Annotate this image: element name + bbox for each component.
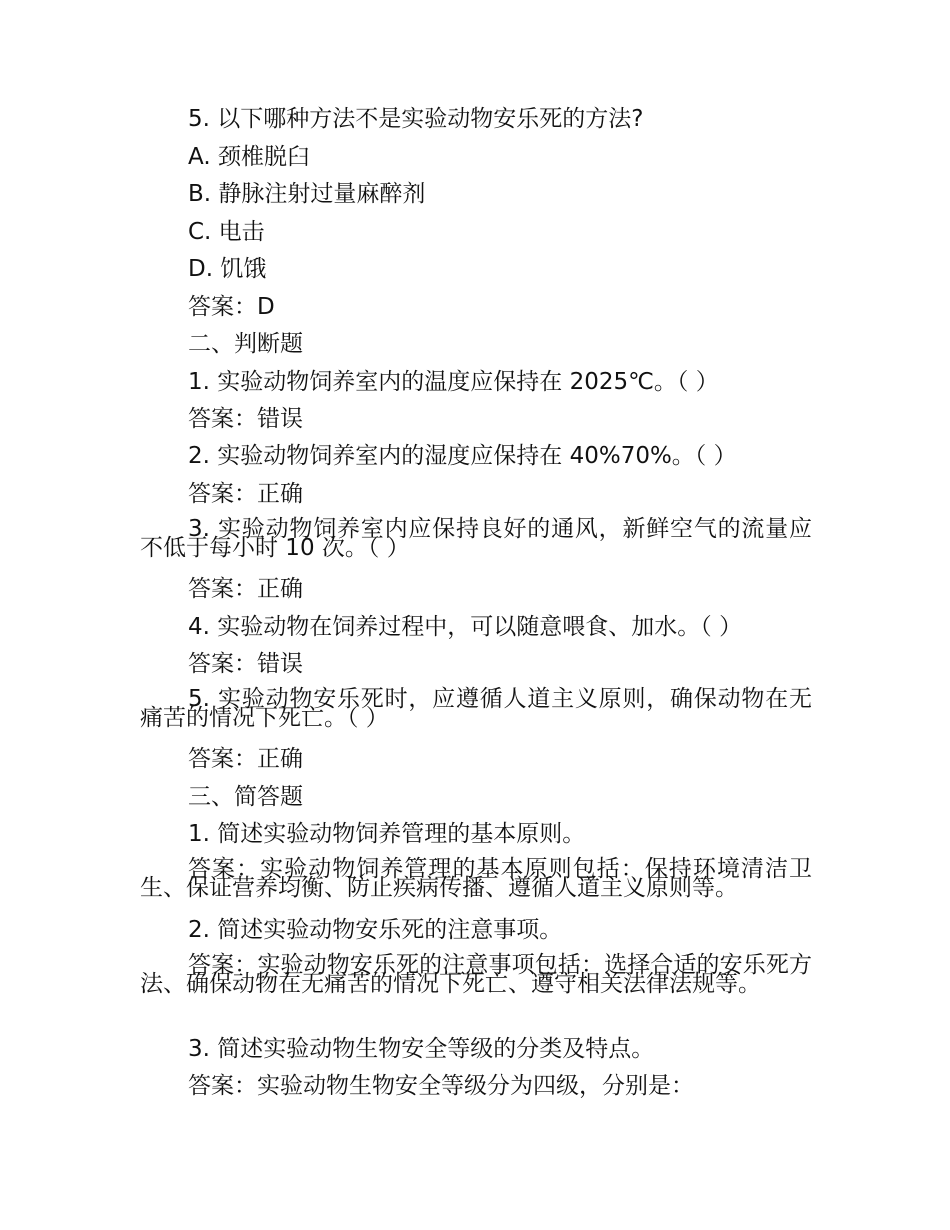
tf-question-1: 1. 实验动物饲养室内的温度应保持在 2025℃。（ ） (188, 369, 719, 395)
tf-answer-3: 答案：正确 (188, 576, 303, 602)
tf-answer-2: 答案：正确 (188, 481, 303, 507)
option-a: A. 颈椎脱臼 (188, 144, 310, 170)
tf-question-5: 5. 实验动物安乐死时，应遵循人道主义原则，确保动物在无痛苦的情况下死亡。（ ） (140, 686, 812, 731)
sa-answer-2: 答案：实验动物安乐死的注意事项包括：选择合适的安乐死方法、确保动物在无痛苦的情况下死亡、遵守相关法律法规等。 (140, 952, 812, 997)
option-d: D. 饥饿 (188, 256, 267, 282)
section-heading-true-false: 二、判断题 (188, 331, 303, 357)
question-5-text: 5. 以下哪种方法不是实验动物安乐死的方法? (188, 106, 644, 132)
option-b: B. 静脉注射过量麻醉剂 (188, 181, 426, 207)
sa-answer-1: 答案：实验动物饲养管理的基本原则包括：保持环境清洁卫生、保证营养均衡、防止疾病传播、遵循人道主义原则等。 (140, 856, 812, 901)
sa-question-1: 1. 简述实验动物饲养管理的基本原则。 (188, 821, 586, 847)
tf-answer-1: 答案：错误 (188, 406, 303, 432)
section-heading-short-answer: 三、简答题 (188, 784, 303, 810)
option-c: C. 电击 (188, 219, 265, 245)
sa-answer-3: 答案：实验动物生物安全等级分为四级，分别是： (188, 1073, 694, 1099)
tf-answer-4: 答案：错误 (188, 651, 303, 677)
tf-question-3: 3. 实验动物饲养室内应保持良好的通风，新鲜空气的流量应不低于每小时 10 次。（ ） (140, 516, 812, 561)
tf-question-2: 2. 实验动物饲养室内的湿度应保持在 40%70%。（ ） (188, 443, 737, 469)
sa-question-3: 3. 简述实验动物生物安全等级的分类及特点。 (188, 1036, 655, 1062)
tf-question-4: 4. 实验动物在饲养过程中，可以随意喂食、加水。（ ） (188, 614, 743, 640)
tf-answer-5: 答案：正确 (188, 746, 303, 772)
sa-question-2: 2. 简述实验动物安乐死的注意事项。 (188, 917, 563, 943)
answer-q5: 答案：D (188, 294, 275, 320)
